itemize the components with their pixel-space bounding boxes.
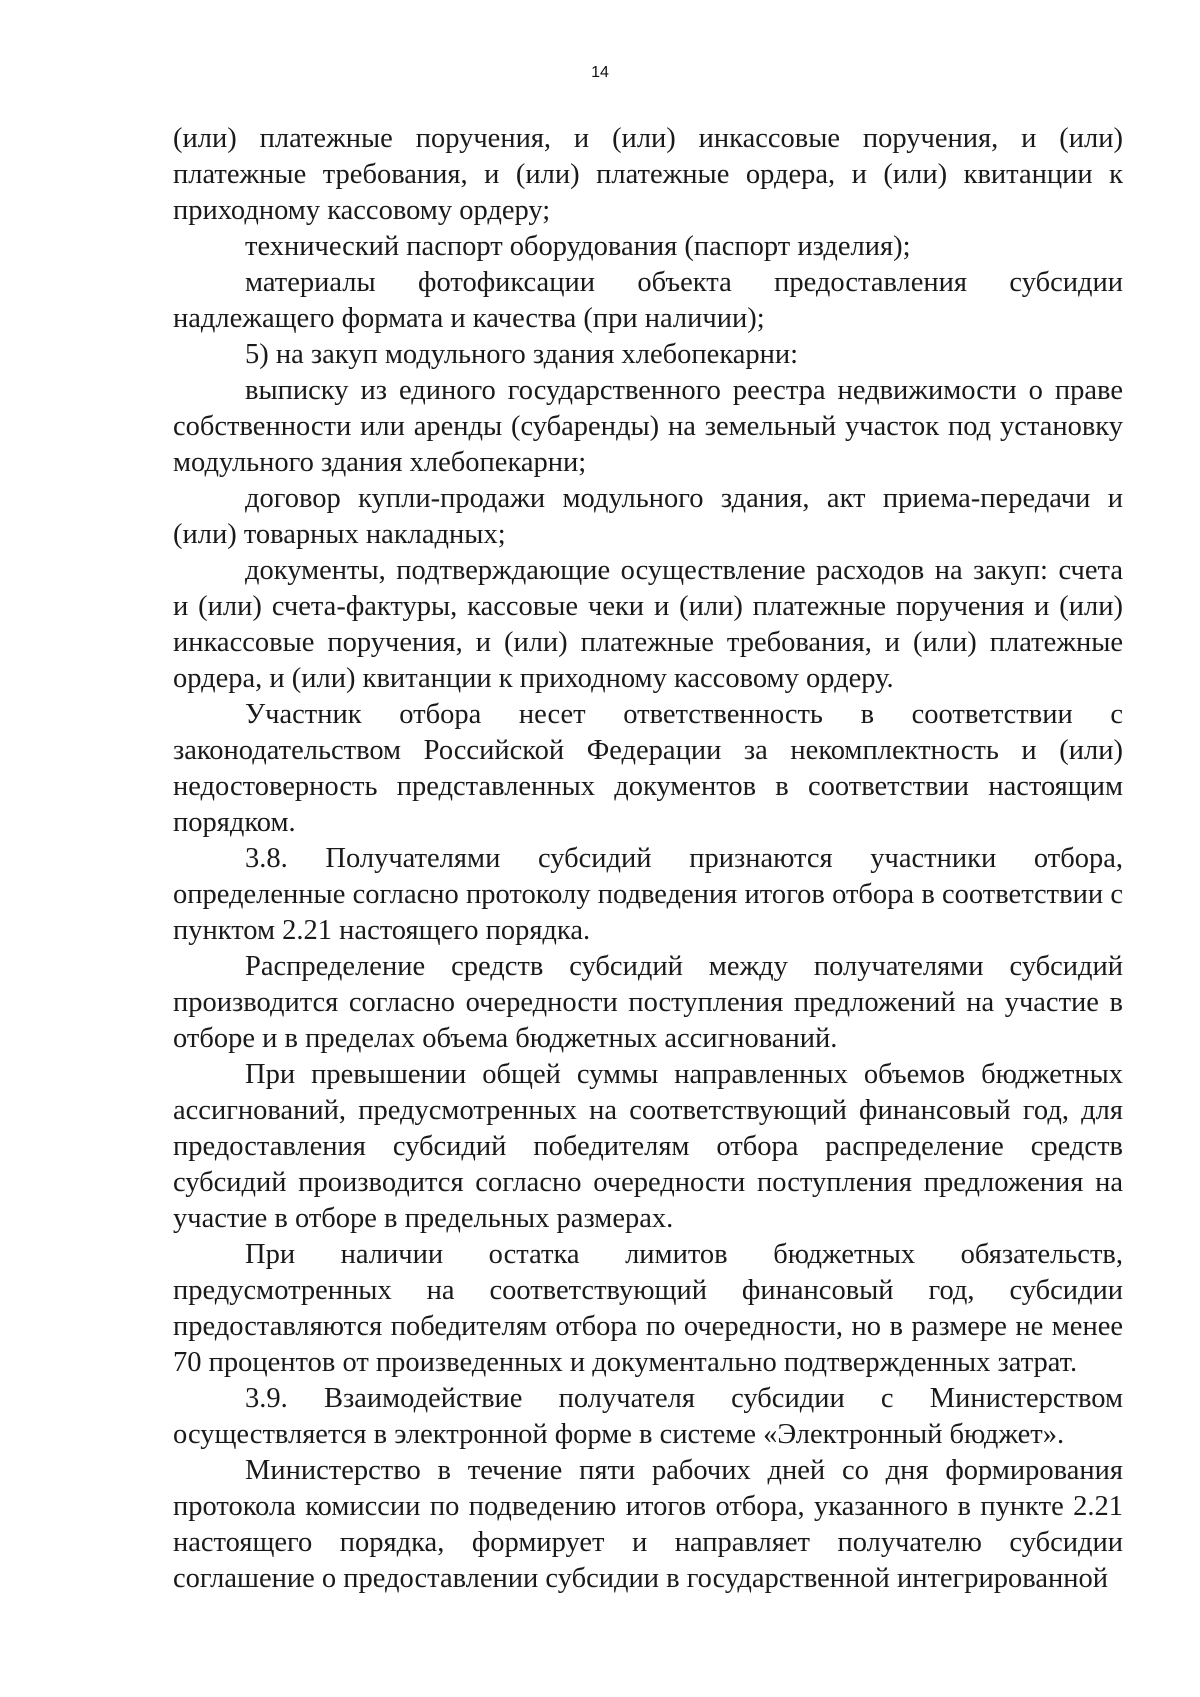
paragraph: При превышении общей суммы направленных объемов бюджетных ассигнований, предусмотренных на соответствующий финансовый год, для предоставления субсидий победителям отбора распределение средств субсидий производится согласно очередности поступления предложения на участие в отборе в предельных размерах. <box>173 1059 1123 1234</box>
page-number: 14 <box>591 64 609 81</box>
document-body <box>173 121 1123 1597</box>
paragraph: документы, подтверждающие осуществление расходов на закуп: счета и (или) счета-фактуры, кассовые чеки и (или) платежные поручения и (или) инкассовые поручения, и (или) платежные требования, и (или) платежные ордера, и (или) квитанции к приходному кассовому ордеру. <box>173 555 1123 694</box>
paragraph: технический паспорт оборудования (паспорт изделия); <box>245 231 911 262</box>
paragraph: (или) платежные поручения, и (или) инкассовые поручения, и (или) платежные требования, и (или) платежные ордера, и (или) квитанции к приходному кассовому ордеру; <box>173 123 1123 226</box>
paragraph: Участник отбора несет ответственность в соответствии с законодательством Российской Федерации за некомплектность и (или) недостоверность представленных документов в соответствии настоящим порядком. <box>173 699 1123 838</box>
paragraph: договор купли-продажи модульного здания, акт приема-передачи и (или) товарных накладных; <box>173 483 1123 550</box>
paragraph: Распределение средств субсидий между получателями субсидий производится согласно очередности поступления предложений на участие в отборе и в пределах объема бюджетных ассигнований. <box>173 951 1123 1054</box>
paragraph: выписку из единого государственного реестра недвижимости о праве собственности или аренды (субаренды) на земельный участок под установку модульного здания хлебопекарни; <box>173 375 1123 478</box>
paragraph: 3.9. Взаимодействие получателя субсидии с Министерством осуществляется в электронной форме в системе «Электронный бюджет». <box>173 1383 1123 1450</box>
paragraph: При наличии остатка лимитов бюджетных обязательств, предусмотренных на соответствующий финансовый год, субсидии предоставляются победителям отбора по очередности, но в размере не менее 70 процентов от произведенных и документально подтвержденных затрат. <box>173 1239 1123 1378</box>
paragraph: Министерство в течение пяти рабочих дней со дня формирования протокола комиссии по подведению итогов отбора, указанного в пункте 2.21 настоящего порядка, формирует и направляет получателю субсидии соглашение о предоставлении субсидии в государственной интегрированной <box>173 1455 1123 1594</box>
paragraph: 3.8. Получателями субсидий признаются участники отбора, определенные согласно протоколу подведения итогов отбора в соответствии с пунктом 2.21 настоящего порядка. <box>173 843 1123 946</box>
paragraph: 5) на закуп модульного здания хлебопекарни: <box>245 339 799 370</box>
paragraph: материалы фотофиксации объекта предоставления субсидии надлежащего формата и качества (при наличии); <box>173 267 1123 334</box>
